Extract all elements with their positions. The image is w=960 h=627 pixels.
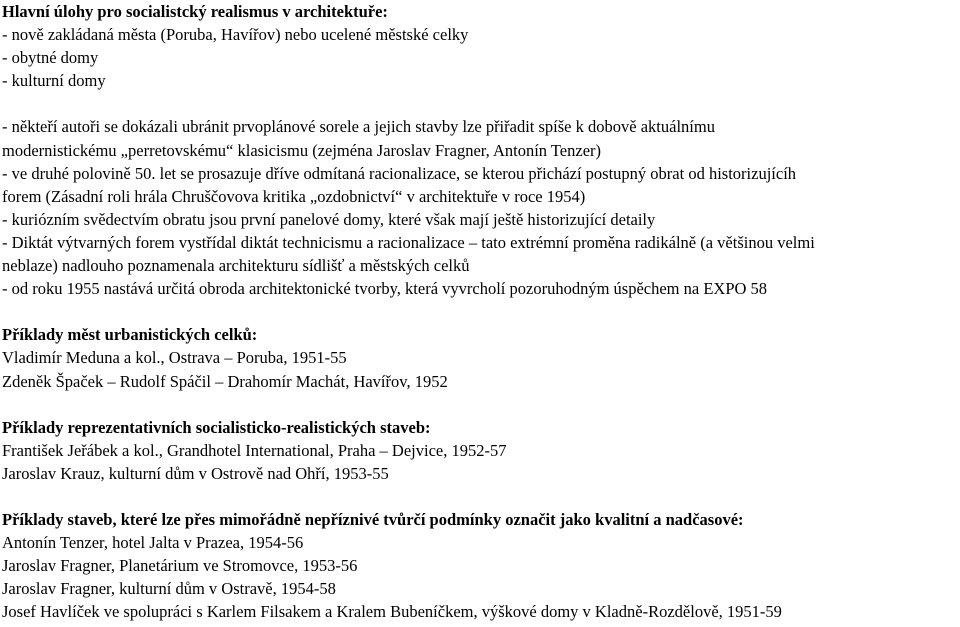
notes-line: modernistickému „perretovskému“ klasicismu (zejména Jaroslav Fragner, Antonín Tenzer)	[2, 140, 602, 160]
notes-line: - Diktát výtvarných forem vystřídal diktát technicismu a racionalizace – tato extrémní proměna radikálně (a většinou velmi	[2, 232, 815, 252]
notes-line: - od roku 1955 nastává určitá obroda architektonické tvorby, která vyvrcholí pozoruhodným úspěchem na EXPO 58	[2, 279, 768, 299]
quality-example-item: Josef Havlíček ve spolupráci s Karlem Filsakem a Kralem Bubeníčkem, výškové domy v Kladně-Rozdělově, 1951-59	[2, 602, 782, 622]
intro-item: - nově zakládaná města (Poruba, Havířov) nebo ucelené městské celky	[2, 25, 469, 45]
representative-example-item: František Jeřábek a kol., Grandhotel International, Praha – Dejvice, 1952-57	[2, 440, 507, 460]
document-page	[2, 0, 960, 624]
notes-line: - kuriózním svědectvím obratu jsou první panelové domy, které však mají ještě historizující detaily	[2, 209, 656, 229]
intro-item: - kulturní domy	[2, 71, 106, 91]
notes-section	[2, 115, 960, 300]
spacer	[2, 393, 960, 416]
urban-examples-section	[2, 323, 960, 392]
spacer	[2, 92, 960, 115]
representative-examples-section	[2, 416, 960, 485]
intro-section	[2, 0, 960, 92]
urban-examples-heading: Příklady měst urbanistických celků:	[2, 325, 258, 345]
urban-example-item: Vladimír Meduna a kol., Ostrava – Poruba, 1951-55	[2, 348, 347, 368]
notes-line: neblaze) nadlouho poznamenala architekturu sídlišť a městských celků	[2, 256, 470, 276]
representative-example-item: Jaroslav Krauz, kulturní dům v Ostrově nad Ohří, 1953-55	[2, 463, 389, 483]
quality-example-item: Jaroslav Fragner, kulturní dům v Ostravě, 1954-58	[2, 579, 336, 599]
urban-example-item: Zdeněk Špaček – Rudolf Spáčil – Drahomír Machát, Havířov, 1952	[2, 371, 448, 391]
notes-line: forem (Zásadní roli hrála Chruščovova kritika „ozdobnictví“ v architektuře v roce 1954)	[2, 186, 586, 206]
representative-examples-heading: Příklady reprezentativních socialisticko-realistických staveb:	[2, 417, 431, 437]
intro-item: - obytné domy	[2, 48, 99, 68]
quality-example-item: Antonín Tenzer, hotel Jalta v Prazea, 1954-56	[2, 533, 304, 553]
notes-line: - ve druhé polovině 50. let se prosazuje dříve odmítaná racionalizace, se kterou přichází postupný obrat od historizujícíh	[2, 163, 797, 183]
quality-example-item: Jaroslav Fragner, Planetárium ve Stromovce, 1953-56	[2, 556, 358, 576]
spacer	[2, 485, 960, 508]
notes-line: - někteří autoři se dokázali ubránit prvoplánové sorele a jejich stavby lze přiřadit spíše k dobově aktuálnímu	[2, 117, 715, 137]
quality-examples-section	[2, 508, 960, 623]
quality-examples-heading: Příklady staveb, které lze přes mimořádně nepříznivé tvůrčí podmínky označit jako kvalitní a nadčasové:	[2, 510, 744, 530]
spacer	[2, 300, 960, 323]
intro-heading: Hlavní úlohy pro socialistcký realismus v architektuře:	[2, 2, 388, 21]
